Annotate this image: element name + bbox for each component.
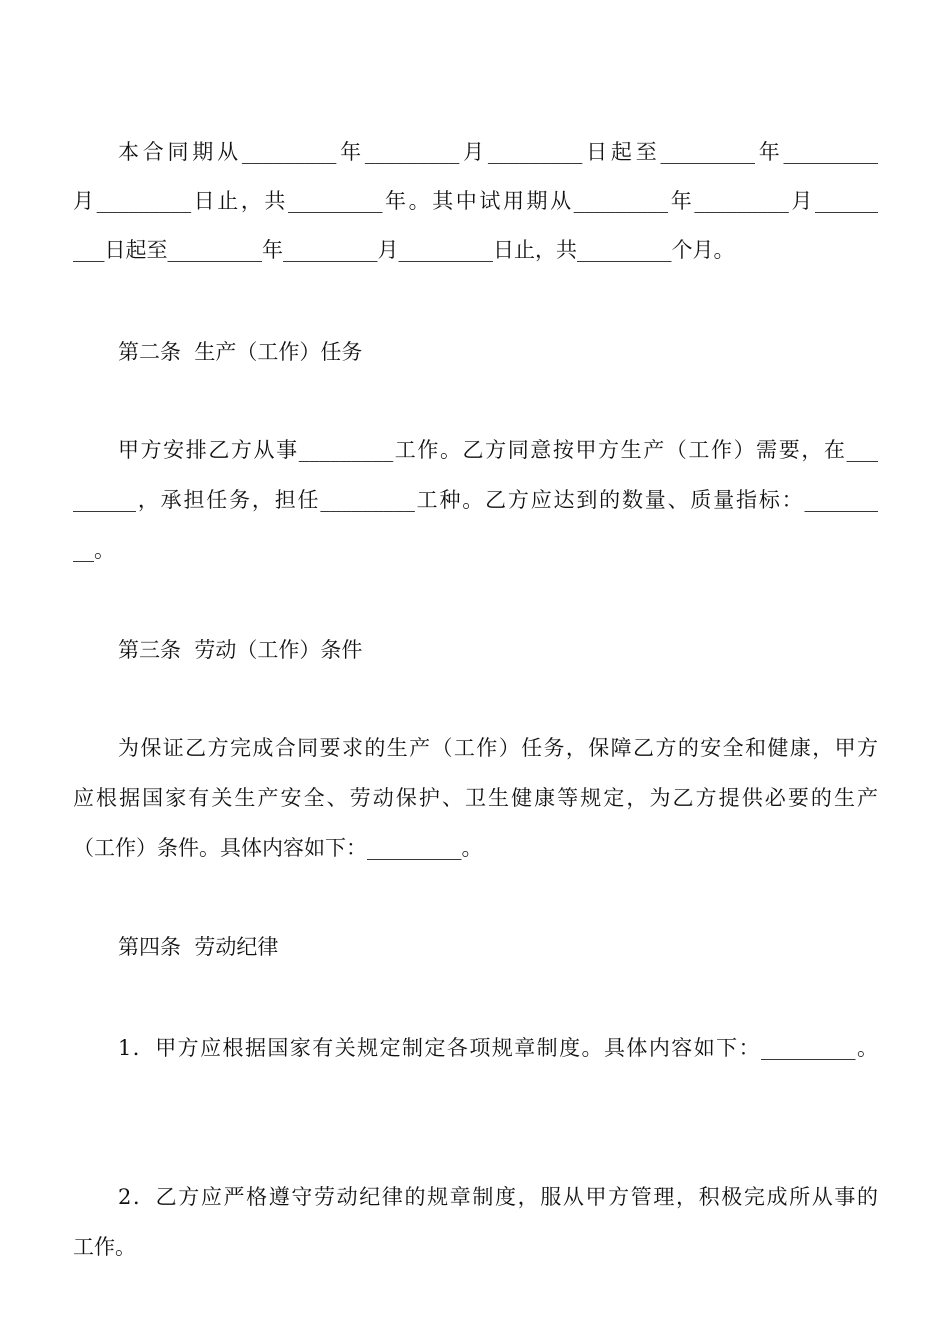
article-2-heading: 第二条 生产（工作）任务 — [118, 340, 363, 364]
term-paragraph-line-3: ___日起至_________年_________月_________日止，共_________个月。 — [73, 238, 735, 262]
article-4-item-2-line-1: 2．乙方应严格遵守劳动纪律的规章制度，服从甲方管理，积极完成所从事的 — [118, 1185, 878, 1209]
article-3-heading: 第三条 劳动（工作）条件 — [118, 638, 363, 662]
article-2-line-3: __。 — [73, 538, 115, 562]
article-4-item-1: 1．甲方应根据国家有关规定制定各项规章制度。具体内容如下：_________。 — [118, 1036, 878, 1060]
article-3-line-1: 为保证乙方完成合同要求的生产（工作）任务，保障乙方的安全和健康，甲方 — [118, 736, 878, 760]
article-4-item-2-line-2: 工作。 — [73, 1235, 136, 1259]
article-2-line-2: ______，承担任务，担任_________工种。乙方应达到的数量、质量指标：_______ — [73, 488, 878, 512]
term-paragraph-line-1: 本合同期从_________年_________月_________日起至_________年_________ — [118, 140, 878, 164]
term-paragraph-line-2: 月_________日止，共_________年。其中试用期从_________年_________月______ — [73, 189, 878, 213]
article-3-line-3: （工作）条件。具体内容如下：_________。 — [73, 836, 483, 860]
article-2-line-1: 甲方安排乙方从事_________工作。乙方同意按甲方生产（工作）需要，在___ — [118, 438, 878, 462]
article-4-heading: 第四条 劳动纪律 — [118, 935, 279, 959]
article-3-line-2: 应根据国家有关生产安全、劳动保护、卫生健康等规定，为乙方提供必要的生产 — [73, 786, 878, 810]
